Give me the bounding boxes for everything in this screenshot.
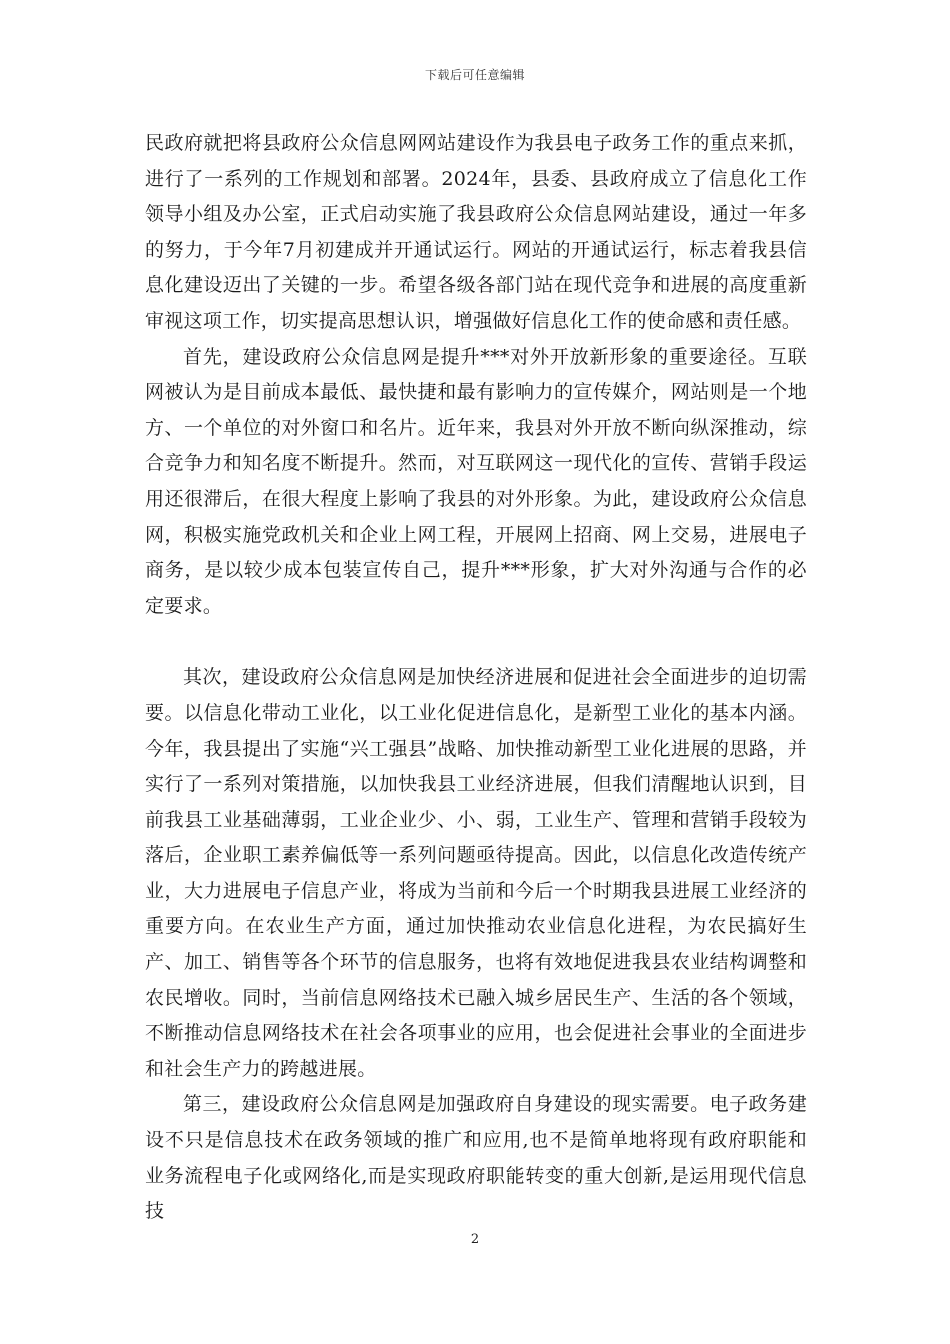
paragraph-continuation: 民政府就把将县政府公众信息网网站建设作为我县电子政务工作的重点来抓，进行了一系列的工作规划和部署。2024年，县委、县政府成立了信息化工作领导小组及办公室，正式启动实施了我县政府公众信息网站建设，通过一年多的努力，于今年7月初建成并开通试运行。网站的开通试运行，标志着我县信息化建设迈出了关键的一步。希望各级各部门站在现代竞争和进展的高度重新审视这项工作，切实提高思想认识，增强做好信息化工作的使命感和责任感。	[145, 132, 807, 332]
paragraph-third-point: 第三，建设政府公众信息网是加强政府自身建设的现实需要。电子政务建设不只是信息技术在政务领域的推广和应用,也不是简单地将现有政府职能和业务流程电子化或网络化,而是实现政府职能转变的重大创新,是运用现代信息技	[145, 1093, 807, 1223]
page-number: 2	[470, 1232, 480, 1247]
paragraph-first-point: 首先，建设政府公众信息网是提升***对外开放新形象的重要途径。互联网被认为是目前成本最低、最快捷和最有影响力的宣传媒介，网站则是一个地方、一个单位的对外窗口和名片。近年来，我县对外开放不断向纵深推动，综合竞争力和知名度不断提升。然而，对互联网这一现代化的宣传、营销手段运用还很滞后，在很大程度上影响了我县的对外形象。为此，建设政府公众信息网，积极实施党政机关和企业上网工程，开展网上招商、网上交易，进展电子商务，是以较少成本包装宣传自己，提升***形象，扩大对外沟通与合作的必定要求。	[145, 345, 807, 617]
page-header: 下载后可任意编辑	[424, 68, 525, 82]
paragraph-second-point: 其次，建设政府公众信息网是加快经济进展和促进社会全面进步的迫切需要。以信息化带动工业化，以工业化促进信息化，是新型工业化的基本内涵。今年，我县提出了实施“兴工强县”战略、加快推动新型工业化进展的思路，并实行了一系列对策措施，以加快我县工业经济进展，但我们清醒地认识到，目前我县工业基础薄弱，工业企业少、小、弱，工业生产、管理和营销手段较为落后，企业职工素养偏低等一系列问题亟待提高。因此，以信息化改造传统产业，大力进展电子信息产业，将成为当前和今后一个时期我县进展工业经济的重要方向。在农业生产方面，通过加快推动农业信息化进程，为农民搞好生产、加工、销售等各个环节的信息服务，也将有效地促进我县农业结构调整和农民增收。同时，当前信息网络技术已融入城乡居民生产、生活的各个领域，不断推动信息网络技术在社会各项事业的应用，也会促进社会事业的全面进步和社会生产力的跨越进展。	[145, 666, 807, 1080]
document-body	[145, 126, 807, 1230]
